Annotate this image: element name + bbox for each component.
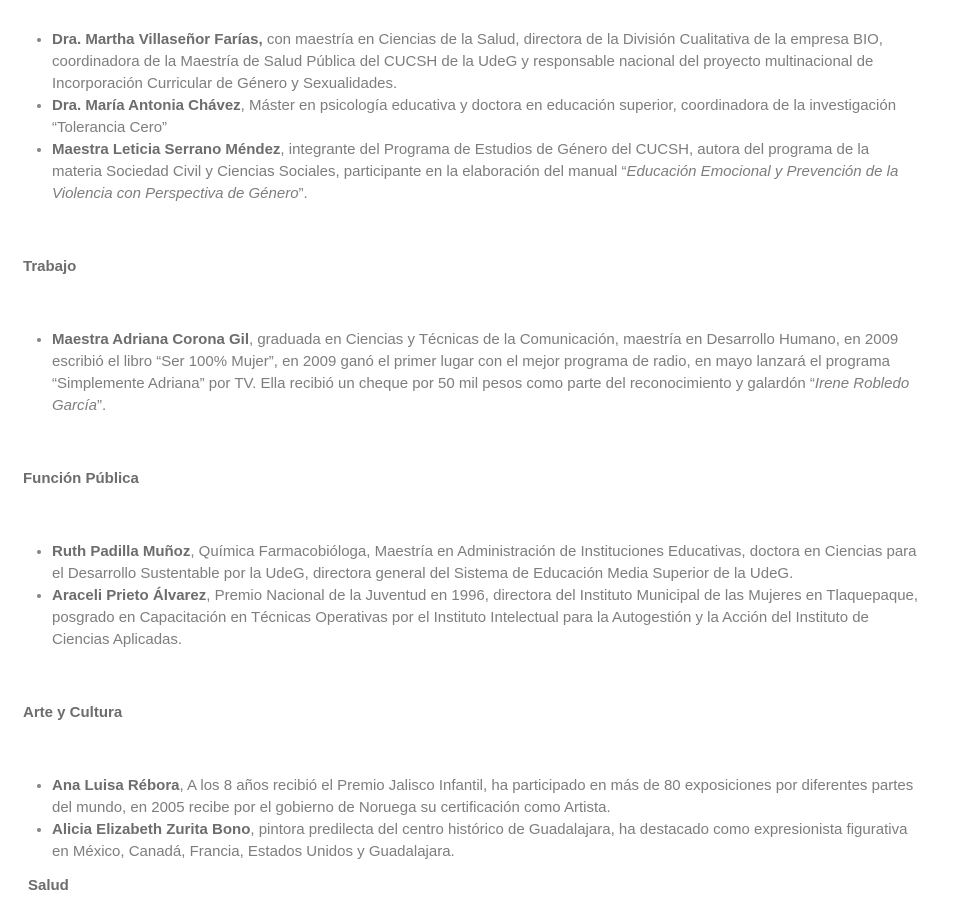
person-item [52,819,920,863]
list-educacion [23,29,920,205]
section-heading-funcion-publica: Función Pública [23,470,139,487]
person-name: Dra. Martha Villaseñor Farías, [52,31,263,48]
person-description: con maestría en Ciencias de la Salud, directora de la División Cualitativa de la empresa BIO, coordinadora de la Maestría de Salud Pública del CUCSH de la UdeG y responsable nacional del proyecto multinacional de Incorporación Curricular de Género y Sexualidades. [52,31,883,92]
person-name: Araceli Prieto Álvarez [52,587,207,604]
person-description-tail: ”. [97,397,107,414]
section-heading-arte-y-cultura: Arte y Cultura [23,704,123,721]
person-name: Ruth Padilla Muñoz [52,543,191,560]
person-description: , A los 8 años recibió el Premio Jalisco Infantil, ha participado en más de 80 exposiciones por diferentes partes del mundo, en 2005 recibe por el gobierno de Noruega su certificación como Artista. [52,777,914,816]
person-item [52,29,920,95]
person-description: , integrante del Programa de Estudios de Género del CUCSH, autora del programa de la materia Sociedad Civil y Ciencias Sociales, participante en la elaboración del manual “ [52,141,870,180]
person-item [52,95,920,139]
person-description-italic: Educación Emocional y Prevención de la Violencia con Perspectiva de Género [52,163,899,202]
person-name: Alicia Elizabeth Zurita Bono [52,821,251,838]
list-funcion-publica [23,541,920,651]
person-item [52,775,920,819]
person-name: Ana Luisa Rébora [52,777,180,794]
section-heading-trabajo: Trabajo [23,258,77,275]
person-description: , graduada en Ciencias y Técnicas de la Comunicación, maestría en Desarrollo Humano, en 2009 escribió el libro “Ser 100% Mujer”, en 2009 ganó el primer lugar con el mejor programa de radio, en mayo lanzará el programa “Simplemente Adriana” por TV. Ella recibió un cheque por 50 mil pesos como parte del reconocimiento y galardón “ [52,331,899,392]
section-heading-salud: Salud [28,877,69,894]
person-description: , Premio Nacional de la Juventud en 1996, directora del Instituto Municipal de las Mujeres en Tlaquepaque, posgrado en Capacitación en Técnicas Operativas por el Instituto Intelectual para la Autogestión y la Acción del Instituto de Ciencias Aplicadas. [52,587,919,648]
person-name: Maestra Adriana Corona Gil [52,331,249,348]
person-name: Dra. María Antonia Chávez [52,97,241,114]
person-item [52,329,920,417]
person-description-italic: Irene Robledo García [52,375,910,414]
person-item [52,139,920,205]
person-name: Maestra Leticia Serrano Méndez [52,141,281,158]
person-description-tail: ”. [298,185,308,202]
person-description: , Máster en psicología educativa y doctora en educación superior, coordinadora de la investigación “Tolerancia Cero” [52,97,897,136]
list-trabajo [23,329,920,417]
person-item [52,541,920,585]
person-description: , pintora predilecta del centro histórico de Guadalajara, ha destacado como expresionista figurativa en México, Canadá, Francia, Estados Unidos y Guadalajara. [52,821,908,860]
person-item [52,585,920,651]
list-arte-y-cultura [23,775,920,863]
person-description: , Química Farmacobióloga, Maestría en Administración de Instituciones Educativas, doctora en Ciencias para el Desarrollo Sustentable por la UdeG, directora general del Sistema de Educación Media Superior de la UdeG. [52,543,917,582]
